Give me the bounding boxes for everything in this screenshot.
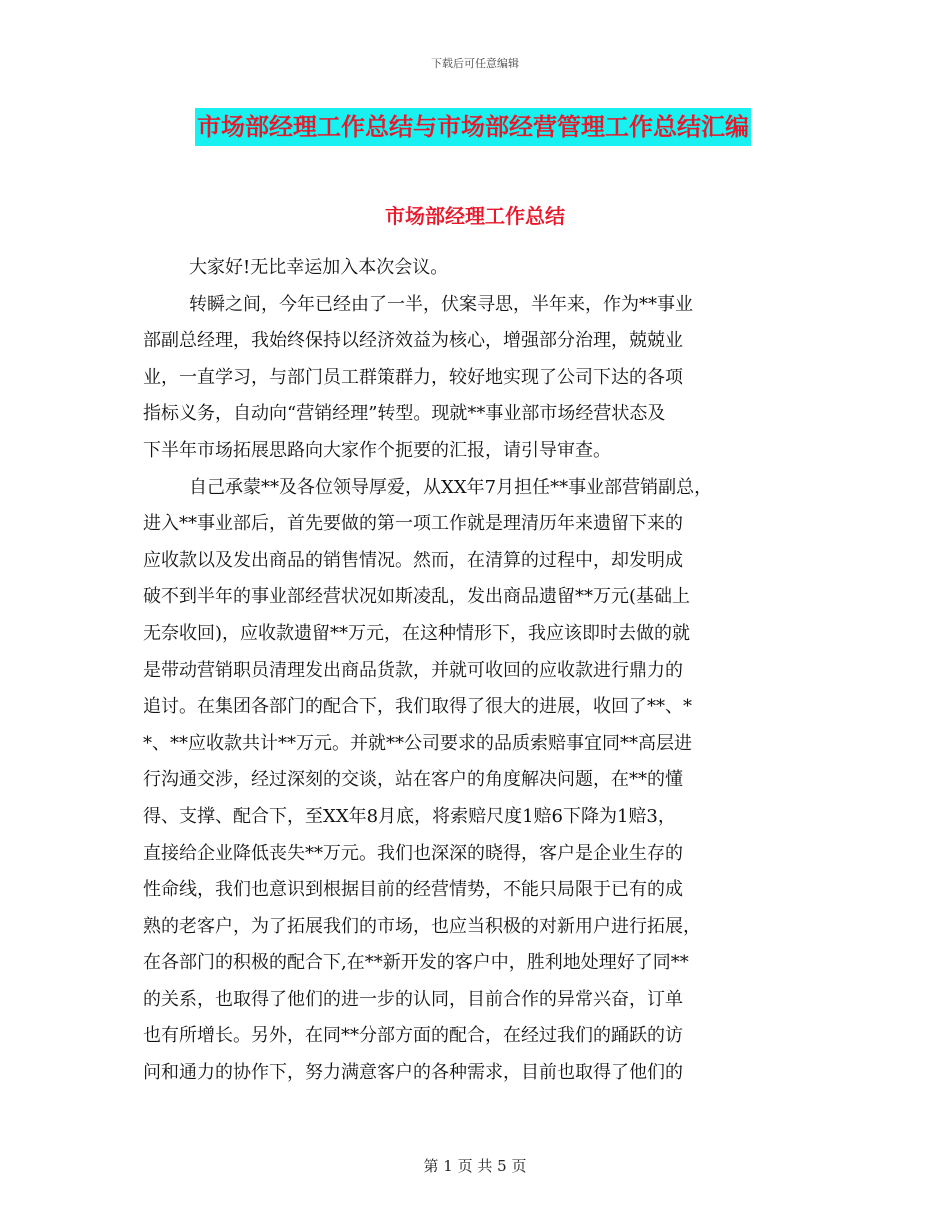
paragraph-line: *、**应收款共计**万元。并就**公司要求的品质索赔事宜同**高层进 [143,732,692,754]
paragraph-line: 应收款以及发出商品的销售情况。然而，在清算的过程中，却发明成 [143,549,683,571]
paragraph-line: 熟的老客户，为了拓展我们的市场，也应当积极的对新用户进行拓展， [143,915,701,937]
document-title: 市场部经理工作总结与市场部经营管理工作总结汇编 [195,108,751,146]
paragraph-line: 无奈收回)，应收款遗留**万元，在这种情形下，我应该即时去做的就 [143,622,691,644]
paragraph-line: 破不到半年的事业部经营状况如斯凌乱，发出商品遗留**万元(基础上 [143,586,691,608]
paragraph-line: 部副总经理，我始终保持以经济效益为核心，增强部分治理，兢兢业 [143,330,683,352]
header-note: 下载后可任意编辑 [431,57,519,70]
paragraph-line: 转瞬之间，今年已经由了一半，伏案寻思，半年来，作为**事业 [189,293,693,315]
paragraph-line: 是带动营销职员清理发出商品货款，并就可收回的应收款进行鼎力的 [143,659,683,681]
section-title: 市场部经理工作总结 [385,204,565,228]
paragraph-line: 的关系，也取得了他们的进一步的认同，目前合作的异常兴奋，订单 [143,988,683,1010]
page-number: 第 1 页 共 5 页 [423,1157,527,1175]
paragraph-line: 问和通力的协作下，努力满意客户的各种需求，目前也取得了他们的 [143,1062,683,1084]
paragraph-line: 行沟通交涉，经过深刻的交谈，站在客户的角度解决问题，在**的懂 [143,769,683,791]
paragraph-line: 追讨。在集团各部门的配合下，我们取得了很大的进展，收回了**、* [143,696,692,718]
paragraph-line: 业，一直学习，与部门员工群策群力，较好地实现了公司下达的各项 [143,366,683,388]
body-text [143,250,813,1092]
paragraph-line: 下半年市场拓展思路向大家作个扼要的汇报，请引导审查。 [143,439,611,461]
paragraph-line: 直接给企业降低丧失**万元。我们也深深的晓得，客户是企业生存的 [143,842,683,864]
paragraph-line: 性命线，我们也意识到根据目前的经营情势，不能只局限于已有的成 [143,879,683,901]
paragraph-line: 指标义务，自动向“营销经理”转型。现就**事业部市场经营状态及 [143,403,666,425]
paragraph-line: 也有所增长。另外，在同**分部方面的配合，在经过我们的踊跃的访 [143,1025,683,1047]
paragraph-line: 进入**事业部后，首先要做的第一项工作就是理清历年来遗留下来的 [143,513,683,535]
paragraph-line: 得、支撑、配合下，至XX年8月底，将索赔尺度1赔6下降为1赔3， [143,805,676,827]
paragraph-line: 大家好!无比幸运加入本次会议。 [189,257,449,278]
paragraph-line: 自己承蒙**及各位领导厚爱，从XX年7月担任**事业部营销副总， [189,476,713,498]
paragraph-line: 在各部门的积极的配合下,在**新开发的客户中，胜利地处理好了同** [143,952,689,974]
